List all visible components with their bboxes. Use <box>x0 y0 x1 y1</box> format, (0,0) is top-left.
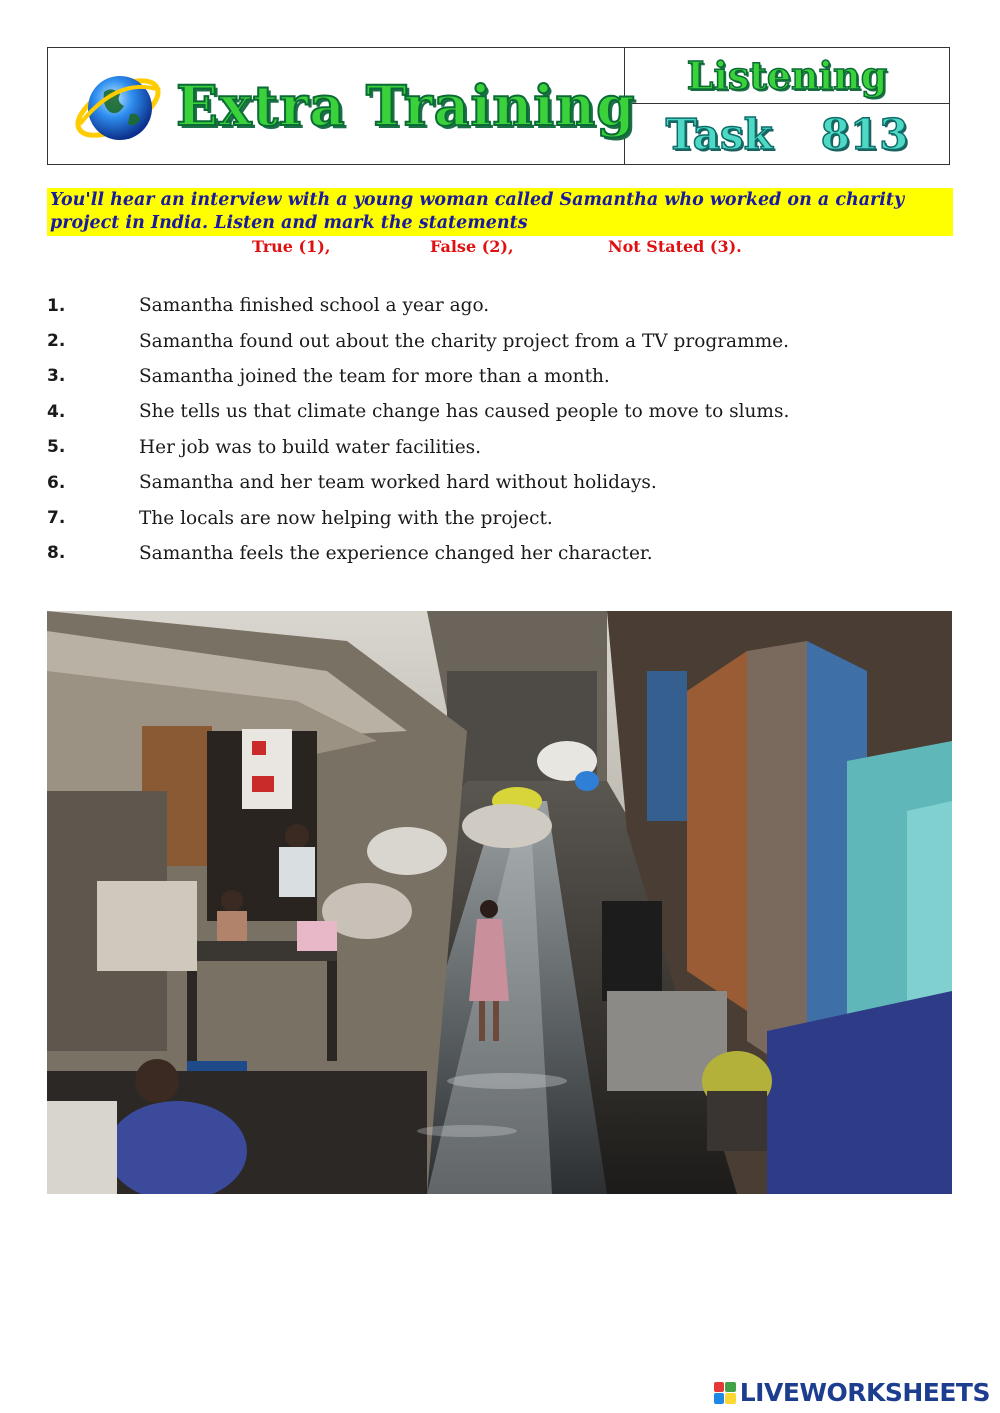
liveworksheets-badge-icon <box>714 1382 736 1404</box>
statement-text: Samantha feels the experience changed her character. <box>139 542 653 564</box>
liveworksheets-logo[interactable] <box>714 1378 990 1407</box>
instructions-text: You'll hear an interview with a young woman called Samantha who worked on a charity project in India. Listen and mark the statements <box>47 188 953 236</box>
answer-options <box>0 237 1000 259</box>
statement-item <box>47 430 953 465</box>
task-line <box>666 110 909 159</box>
statement-text: Her job was to build water facilities. <box>139 436 482 458</box>
statement-item <box>47 465 953 500</box>
statement-text: Samantha finished school a year ago. <box>139 295 490 317</box>
liveworksheets-text: LIVEWORKSHEETS <box>739 1378 990 1407</box>
statement-text: She tells us that climate change has caused people to move to slums. <box>139 401 790 423</box>
photo-illustration <box>47 611 952 1194</box>
statement-item <box>47 536 953 571</box>
statement-number: 8. <box>47 543 66 564</box>
statement-number: 3. <box>47 366 66 387</box>
option-false: False (2), <box>430 237 514 256</box>
worksheet-header <box>47 47 950 165</box>
statement-item <box>47 394 953 429</box>
option-not-stated: Not Stated (3). <box>608 237 742 256</box>
section-cell <box>625 48 949 104</box>
statement-text: Samantha and her team worked hard without holidays. <box>139 472 657 494</box>
slum-alley-photo <box>47 611 952 1194</box>
statement-number: 7. <box>47 508 66 529</box>
statement-text: Samantha found out about the charity project from a TV programme. <box>139 330 789 352</box>
statement-text: Samantha joined the team for more than a month. <box>139 365 610 387</box>
globe-icon <box>72 66 164 150</box>
statement-list <box>47 288 953 571</box>
section-title: Listening <box>686 53 888 98</box>
statement-number: 4. <box>47 401 66 422</box>
statement-number: 5. <box>47 437 66 458</box>
task-cell <box>625 104 949 164</box>
task-number: 813 <box>820 109 909 159</box>
option-true: True (1), <box>252 237 331 256</box>
statement-item <box>47 288 953 323</box>
statement-item <box>47 323 953 358</box>
statement-number: 6. <box>47 472 66 493</box>
statement-number: 2. <box>47 331 66 352</box>
header-brand-cell <box>48 48 636 164</box>
statement-item <box>47 359 953 394</box>
task-label: Task <box>665 109 773 159</box>
header-task-cell <box>625 48 949 164</box>
statement-text: The locals are now helping with the project. <box>139 507 553 529</box>
statement-number: 1. <box>47 295 66 316</box>
statement-item <box>47 500 953 535</box>
brand-title: Extra Training <box>176 73 636 138</box>
